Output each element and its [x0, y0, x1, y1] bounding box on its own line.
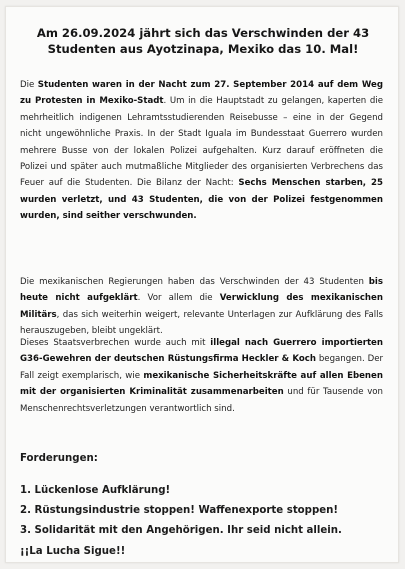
demand-item: 3. Solidarität mit den Angehörigen. Ihr seid nicht allein.: [20, 525, 342, 536]
flyer-page: [5, 6, 399, 563]
body-text: . Vor allem die: [137, 293, 220, 304]
paragraph-government: [20, 274, 383, 340]
body-text: und für Tausende von Menschenrechtsverletzungen verantwortlich sind.: [20, 387, 383, 414]
body-text: begangen. Der Fall zeigt exemplarisch, wie: [20, 354, 384, 381]
emphasized-text: illegal nach Guerrero importierten G36-Gewehren der deutschen Rüstungsfirma Heckler & Koch: [20, 338, 384, 365]
demand-item: 2. Rüstungsindustrie stoppen! Waffenexporte stoppen!: [20, 505, 339, 516]
paragraph-weapons: [20, 335, 383, 417]
emphasized-text: bis heute nicht aufgeklärt: [20, 277, 383, 304]
body-text: . Um in die Hauptstadt zu gelangen, kaperten die mehrheitlich indigenen Lehramtsstudierenden Reisebusse – eine in der Gegend nicht ungewöhnliche Praxis. In der Stadt Iguala im Bundesstaat Guerrero wurden mehrere Busse von der lokalen Polizei aufgehalten. Kurz darauf eröffneten die Polizei und später auch mutmaßliche Mitglieder des organisierten Verbrechens das Feuer auf die Studenten. Die Bilanz der Nacht:: [20, 96, 383, 189]
flyer-title: Am 26.09.2024 jährt sich das Verschwinden der 43 Studenten aus Ayotzinapa, Mexiko das 10. Mal!: [36, 26, 370, 56]
body-text: Die: [20, 80, 38, 90]
closing-slogan: ¡¡La Lucha Sigue!!: [20, 546, 126, 557]
body-text: , das sich weiterhin weigert, relevante Unterlagen zur Aufklärung des Falls herauszugeben, bleibt ungeklärt.: [20, 309, 383, 337]
paragraph-incident: [20, 77, 383, 225]
emphasized-text: Sechs Menschen starben, 25 wurden verletzt, und 43 Studenten, die von der Polizei festgenommen wurden, sind seither verschwunden.: [20, 178, 383, 222]
body-text: Dieses Staatsverbrechen wurde auch mit: [20, 338, 211, 348]
body-text: Die mexikanischen Regierungen haben das Verschwinden der 43 Studenten: [20, 277, 369, 287]
emphasized-text: mexikanische Sicherheitskräfte auf allen Ebenen mit der organisierten Kriminalität zusammenarbeiten: [20, 370, 383, 398]
demands-heading: Forderungen:: [20, 453, 98, 464]
demand-item: 1. Lückenlose Aufklärung!: [20, 485, 171, 496]
emphasized-text: Studenten waren in der Nacht zum 27. September 2014 auf dem Weg zu Protesten in Mexiko-Stadt: [20, 80, 384, 107]
emphasized-text: Verwicklung des mexikanischen Militärs: [20, 293, 383, 320]
